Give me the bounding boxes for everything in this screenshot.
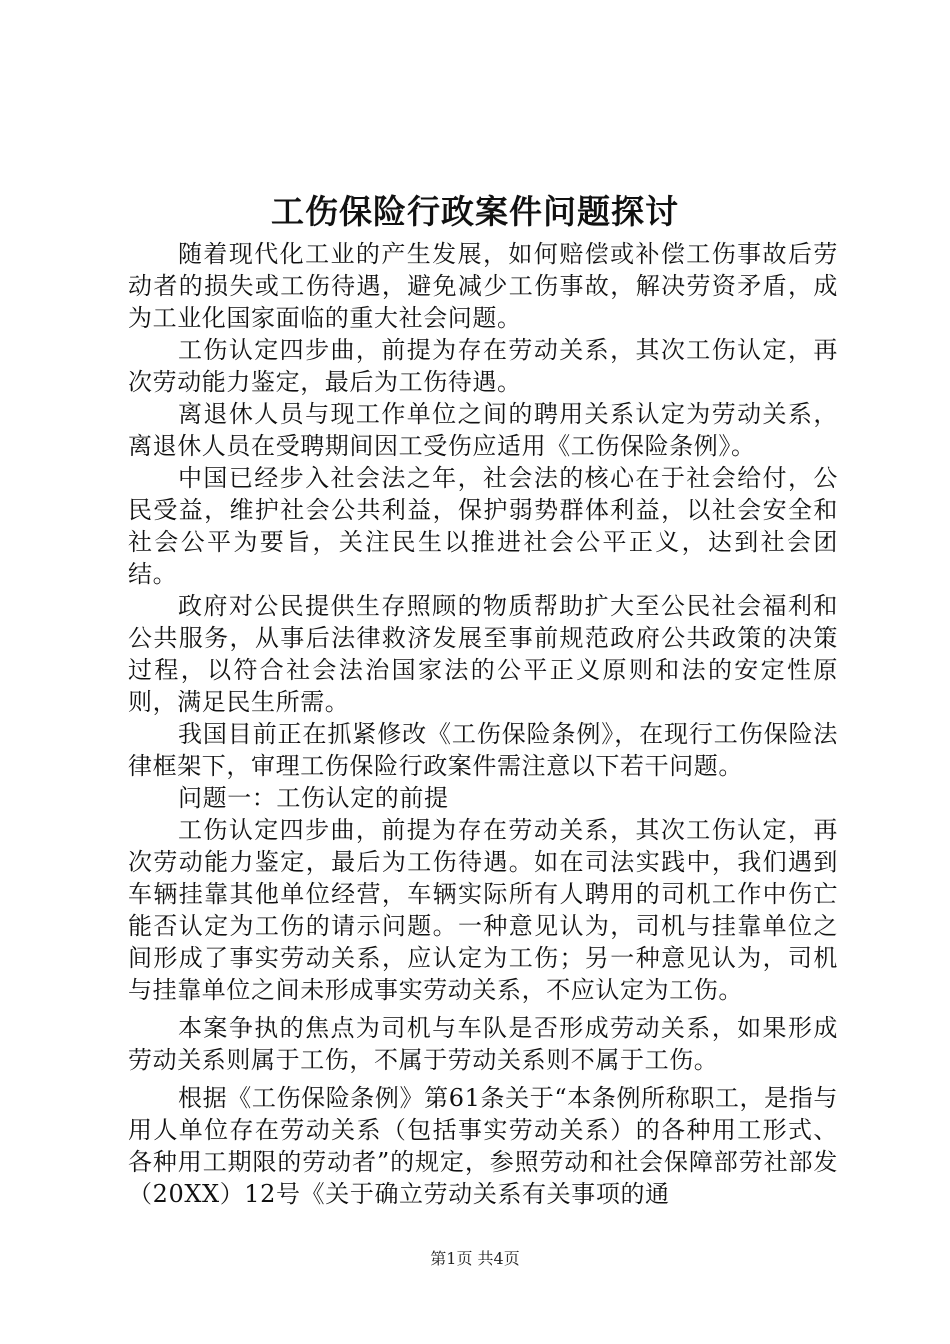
paragraph-2: 工伤认定四步曲，前提为存在劳动关系，其次工伤认定，再次劳动能力鉴定，最后为工伤待遇。: [128, 336, 838, 396]
paragraph-8: 本案争执的焦点为司机与车队是否形成劳动关系，如果形成劳动关系则属于工伤，不属于劳动关系则不属于工伤。: [128, 1014, 838, 1074]
page-footer: 第1页 共4页: [430, 1249, 520, 1268]
paragraph-7: 工伤认定四步曲，前提为存在劳动关系，其次工伤认定，再次劳动能力鉴定，最后为工伤待遇。如在司法实践中，我们遇到车辆挂靠其他单位经营，车辆实际所有人聘用的司机工作中伤亡能否认定为工伤的请示问题。一种意见认为，司机与挂靠单位之间形成了事实劳动关系，应认定为工伤；另一种意见认为，司机与挂靠单位之间未形成事实劳动关系，不应认定为工伤。: [128, 816, 838, 1004]
paragraph-1: 随着现代化工业的产生发展，如何赔偿或补偿工伤事故后劳动者的损失或工伤待遇，避免减少工伤事故，解决劳资矛盾，成为工业化国家面临的重大社会问题。: [128, 240, 838, 332]
paragraph-3: 离退休人员与现工作单位之间的聘用关系认定为劳动关系，离退休人员在受聘期间因工受伤应适用《工伤保险条例》。: [128, 400, 838, 460]
paragraph-6: 我国目前正在抓紧修改《工伤保险条例》，在现行工伤保险法律框架下，审理工伤保险行政案件需注意以下若干问题。: [128, 720, 838, 780]
paragraph-5: 政府对公民提供生存照顾的物质帮助扩大至公民社会福利和公共服务，从事后法律救济发展至事前规范政府公共政策的决策过程，以符合社会法治国家法的公平正义原则和法的安定性原则，满足民生所需。: [128, 592, 838, 716]
document-body: [128, 238, 838, 1210]
paragraph-4: 中国已经步入社会法之年，社会法的核心在于社会给付，公民受益，维护社会公共利益，保护弱势群体利益，以社会安全和社会公平为要旨，关注民生以推进社会公平正义，达到社会团结。: [128, 464, 838, 588]
paragraph-9: 根据《工伤保险条例》第61条关于“本条例所称职工，是指与用人单位存在劳动关系（包括事实劳动关系）的各种用工形式、各种用工期限的劳动者”的规定，参照劳动和社会保障部劳社部发（20XX）12号《关于确立劳动关系有关事项的通: [128, 1084, 838, 1208]
document-title: 工伤保险行政案件问题探讨: [271, 192, 679, 231]
section-heading-issue-1: 问题一：工伤认定的前提: [178, 784, 449, 812]
